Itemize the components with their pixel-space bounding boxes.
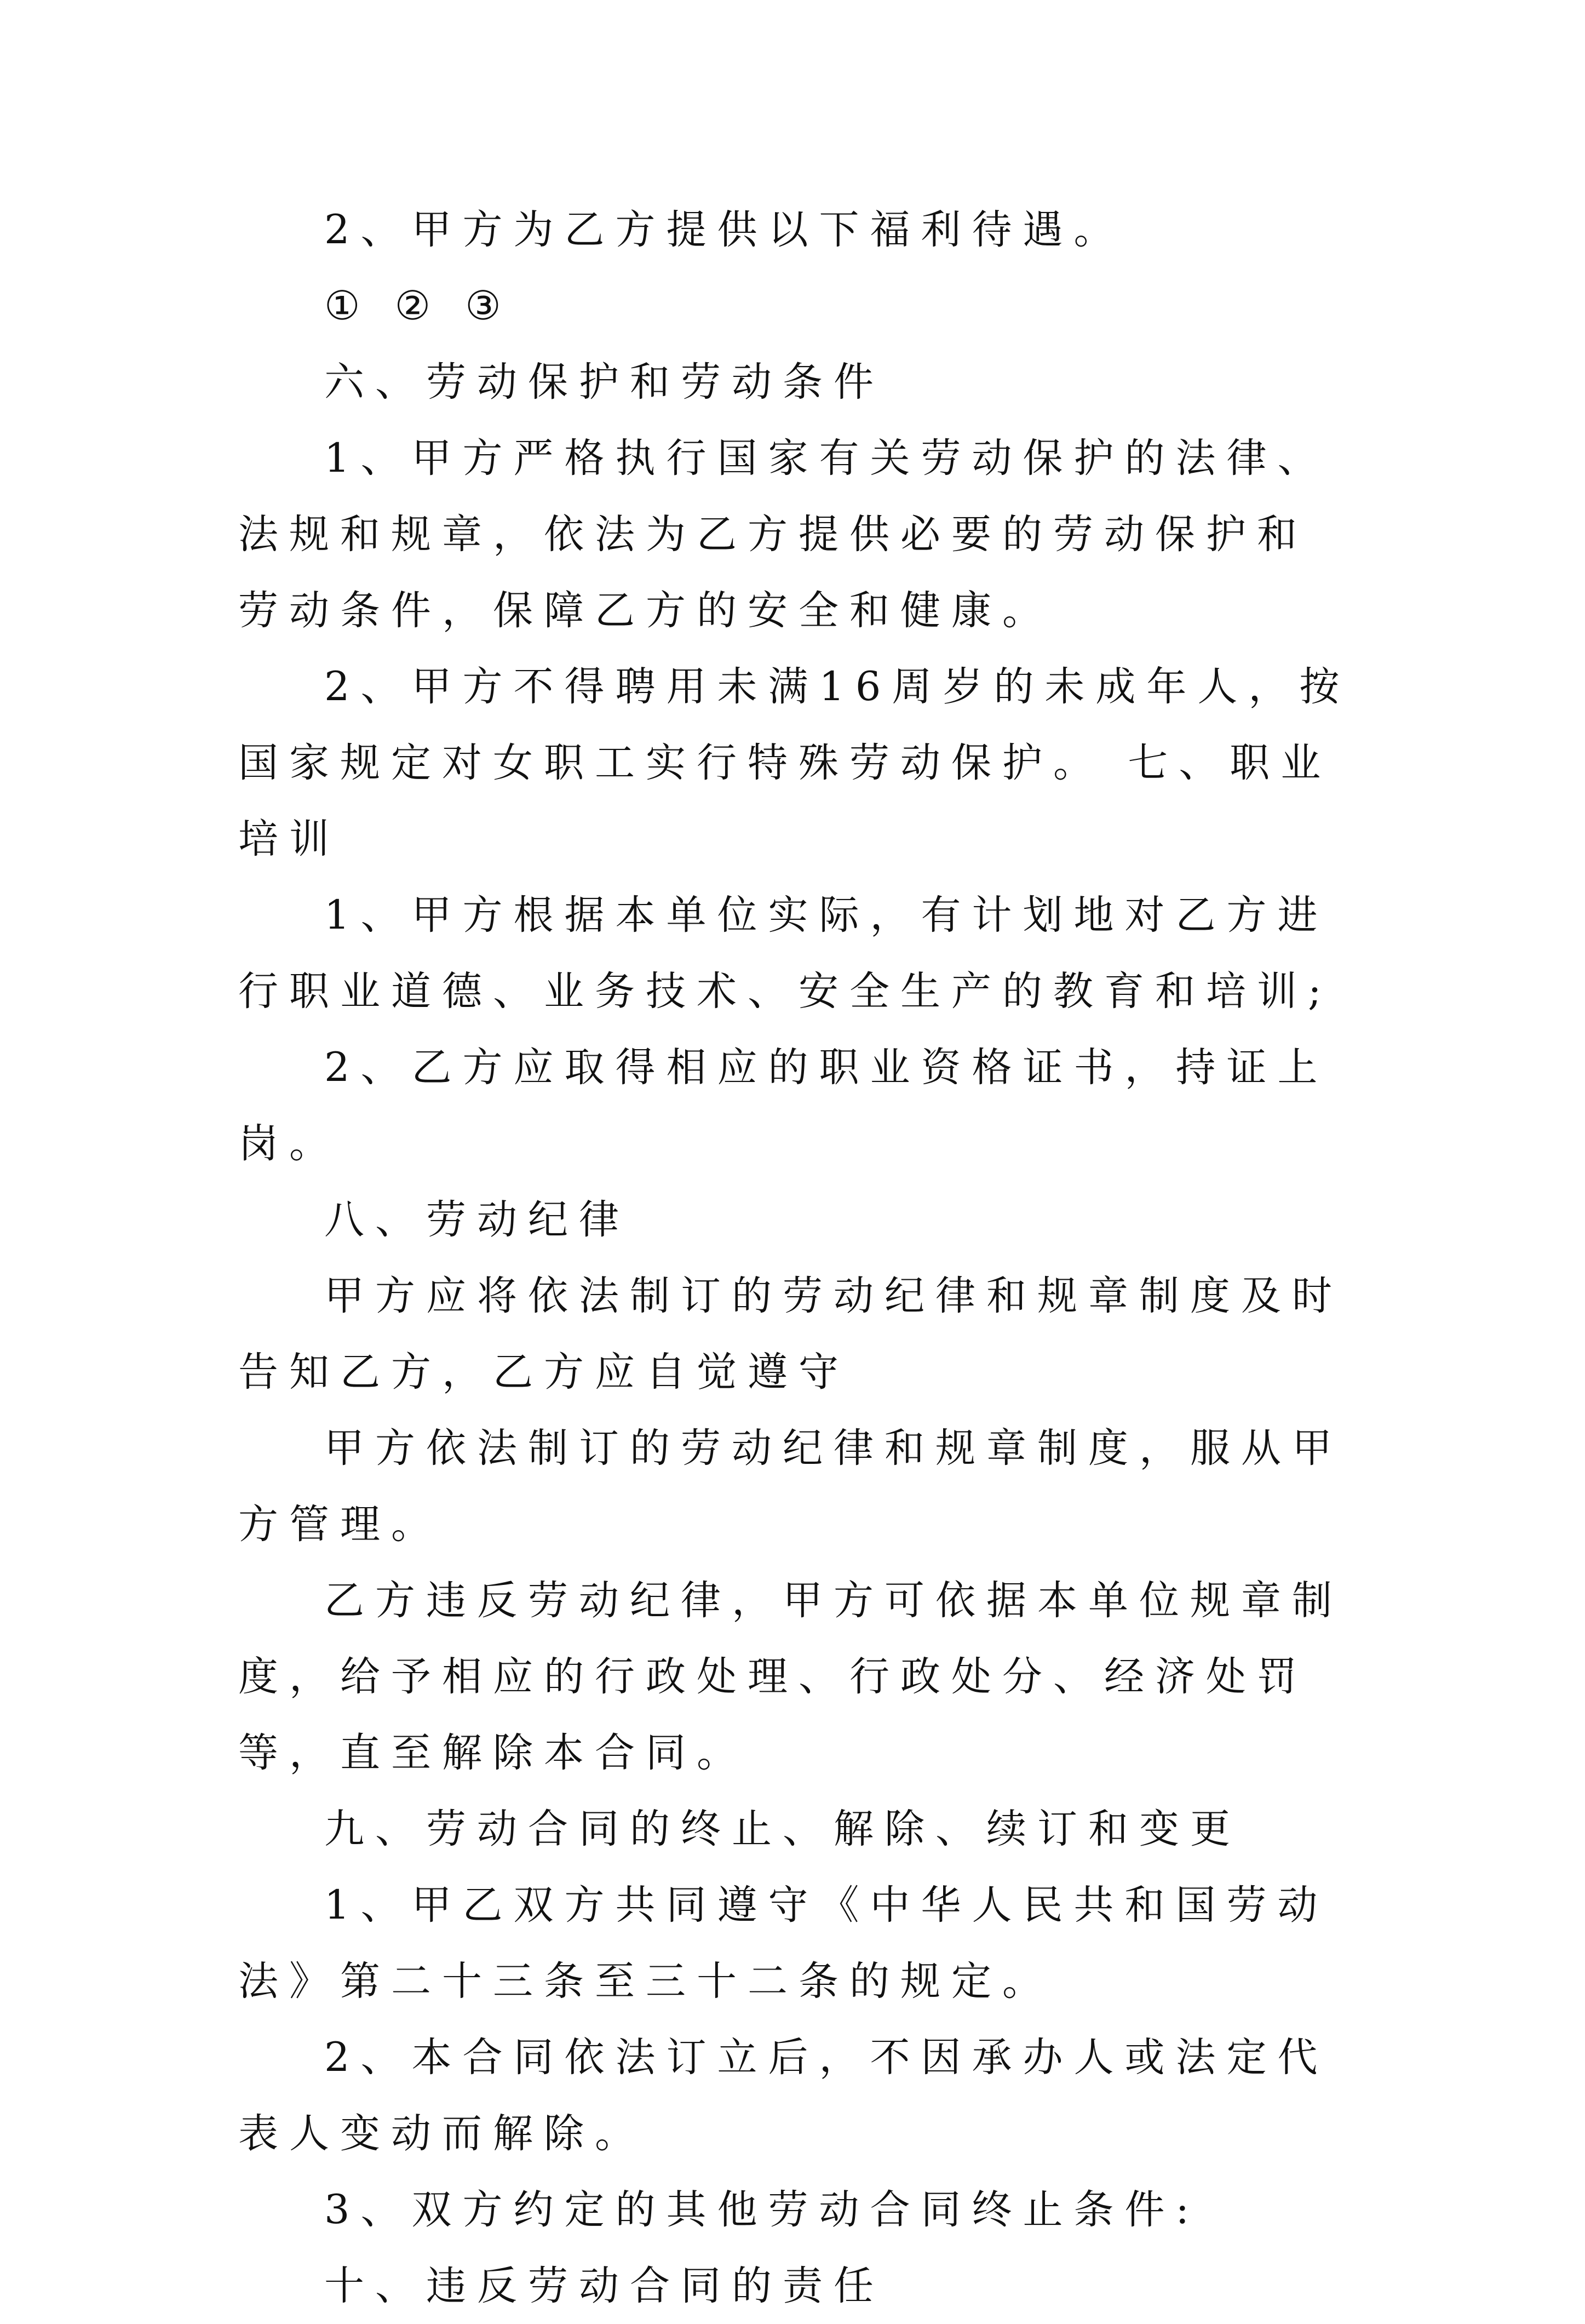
paragraph-welfare-items: ① ② ③: [324, 283, 512, 329]
paragraph-contract-validity: 2、本合同依法订立后，不因承办人或法定代表人变动而解除。: [238, 2034, 1329, 2157]
paragraph-discipline-compliance: 甲方依法制订的劳动纪律和规章制度，服从甲方管理。: [238, 1425, 1343, 1548]
paragraph-discipline-notice: 甲方应将依法制订的劳动纪律和规章制度及时告知乙方，乙方应自觉遵守: [238, 1273, 1343, 1395]
paragraph-labor-law: 1、甲乙双方共同遵守《中华人民共和国劳动法》第二十三条至三十二条的规定。: [238, 1882, 1329, 2005]
paragraph-minors-and-training-heading: 2、甲方不得聘用未满16周岁的未成年人，按国家规定对女职工实行特殊劳动保护。 七、职业培训: [238, 663, 1351, 862]
paragraph-certificates: 2、乙方应取得相应的职业资格证书，持证上岗。: [238, 1044, 1329, 1167]
paragraph-training-plan: 1、甲方根据本单位实际，有计划地对乙方进行职业道德、业务技术、安全生产的教育和培训;: [238, 892, 1333, 1015]
paragraph-protection-rules: 1、甲方严格执行国家有关劳动保护的法律、法规和规章，依法为乙方提供必要的劳动保护和劳动条件，保障乙方的安全和健康。: [238, 435, 1329, 634]
section-heading-contract-termination: 九、劳动合同的终止、解除、续订和变更: [324, 1806, 1241, 1852]
section-heading-discipline: 八、劳动纪律: [324, 1197, 630, 1243]
section-heading-labor-protection: 六、劳动保护和劳动条件: [324, 359, 885, 405]
paragraph-welfare: 2、甲方为乙方提供以下福利待遇。: [324, 207, 1125, 253]
paragraph-discipline-violation: 乙方违反劳动纪律，甲方可依据本单位规章制度，给予相应的行政处理、行政处分、经济处罚等，直至解除本合同。: [238, 1577, 1343, 1776]
section-heading-liability: 十、违反劳动合同的责任: [324, 2263, 885, 2309]
paragraph-other-termination: 3、双方约定的其他劳动合同终止条件:: [324, 2186, 1201, 2233]
